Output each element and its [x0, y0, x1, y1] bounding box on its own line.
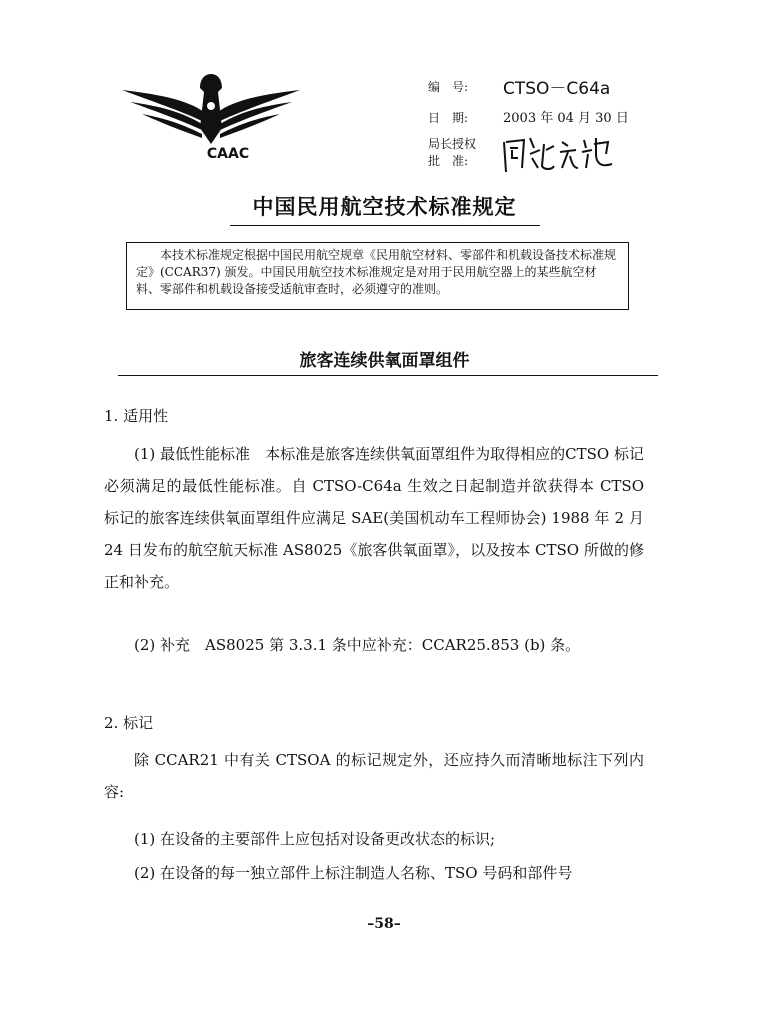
section-2-item-1: (1) 在设备的主要部件上应包括对设备更改状态的标识;: [134, 830, 496, 848]
caac-eagle-emblem: [118, 68, 304, 148]
title-underline: [230, 225, 540, 226]
para-1-lead: (1) 最低性能标准: [134, 445, 251, 463]
document-title: 中国民用航空技术标准规定: [252, 195, 517, 219]
section-1-para-1: [104, 438, 644, 598]
page-number: –58–: [367, 916, 401, 932]
subtitle-rule: [118, 375, 658, 376]
section-2-para-1: 除 CCAR21 中有关 CTSOA 的标记规定外，还应持久而清晰地标注下列内容:: [104, 751, 644, 801]
signature: [500, 128, 620, 176]
section-1-heading: 1. 适用性: [104, 407, 169, 425]
section-1-para-2: (2) 补充 AS8025 第 3.3.1 条中应补充：CCAR25.853 (b) 条。: [134, 636, 581, 654]
notice-box: 本技术标准规定根据中国民用航空规章《民用航空材料、零部件和机载设备技术标准规定》(CCAR37) 颁发。中国民用航空技术标准规定是对用于民用航空器上的某些航空材料、零部件和机载设备接受适航审查时，必须遵守的准则。: [126, 242, 629, 310]
signature-scribble: [500, 128, 620, 176]
doc-number-label: 编 号:: [428, 80, 469, 94]
section-2-heading: 2. 标记: [104, 714, 154, 732]
date-label: 日 期:: [428, 111, 469, 125]
para-1-text: 本标准是旅客连续供氧面罩组件为取得相应的CTSO 标记必须满足的最低性能标准。自 CTSO-C64a 生效之日起制造并欲获得本 CTSO 标记的旅客连续供氧面罩组件应满足 SAE(美国机动车工程师协会) 1988 年 2 月 24 日发布的航空航天标准 AS8025《旅客供氧面罩》，以及按本 CTSO 所做的修正和补充。: [104, 445, 644, 591]
date-value: 2003 年 04 月 30 日: [503, 111, 629, 126]
approve-label-2: 批 准:: [428, 154, 469, 168]
standard-subtitle: 旅客连续供氧面罩组件: [299, 351, 470, 371]
logo-text: CAAC: [206, 146, 250, 162]
section-2-item-2: (2) 在设备的每一独立部件上标注制造人名称、TSO 号码和部件号: [134, 864, 573, 882]
doc-number: CTSO－C64a: [503, 79, 611, 99]
approve-label-1: 局长授权: [428, 137, 477, 151]
